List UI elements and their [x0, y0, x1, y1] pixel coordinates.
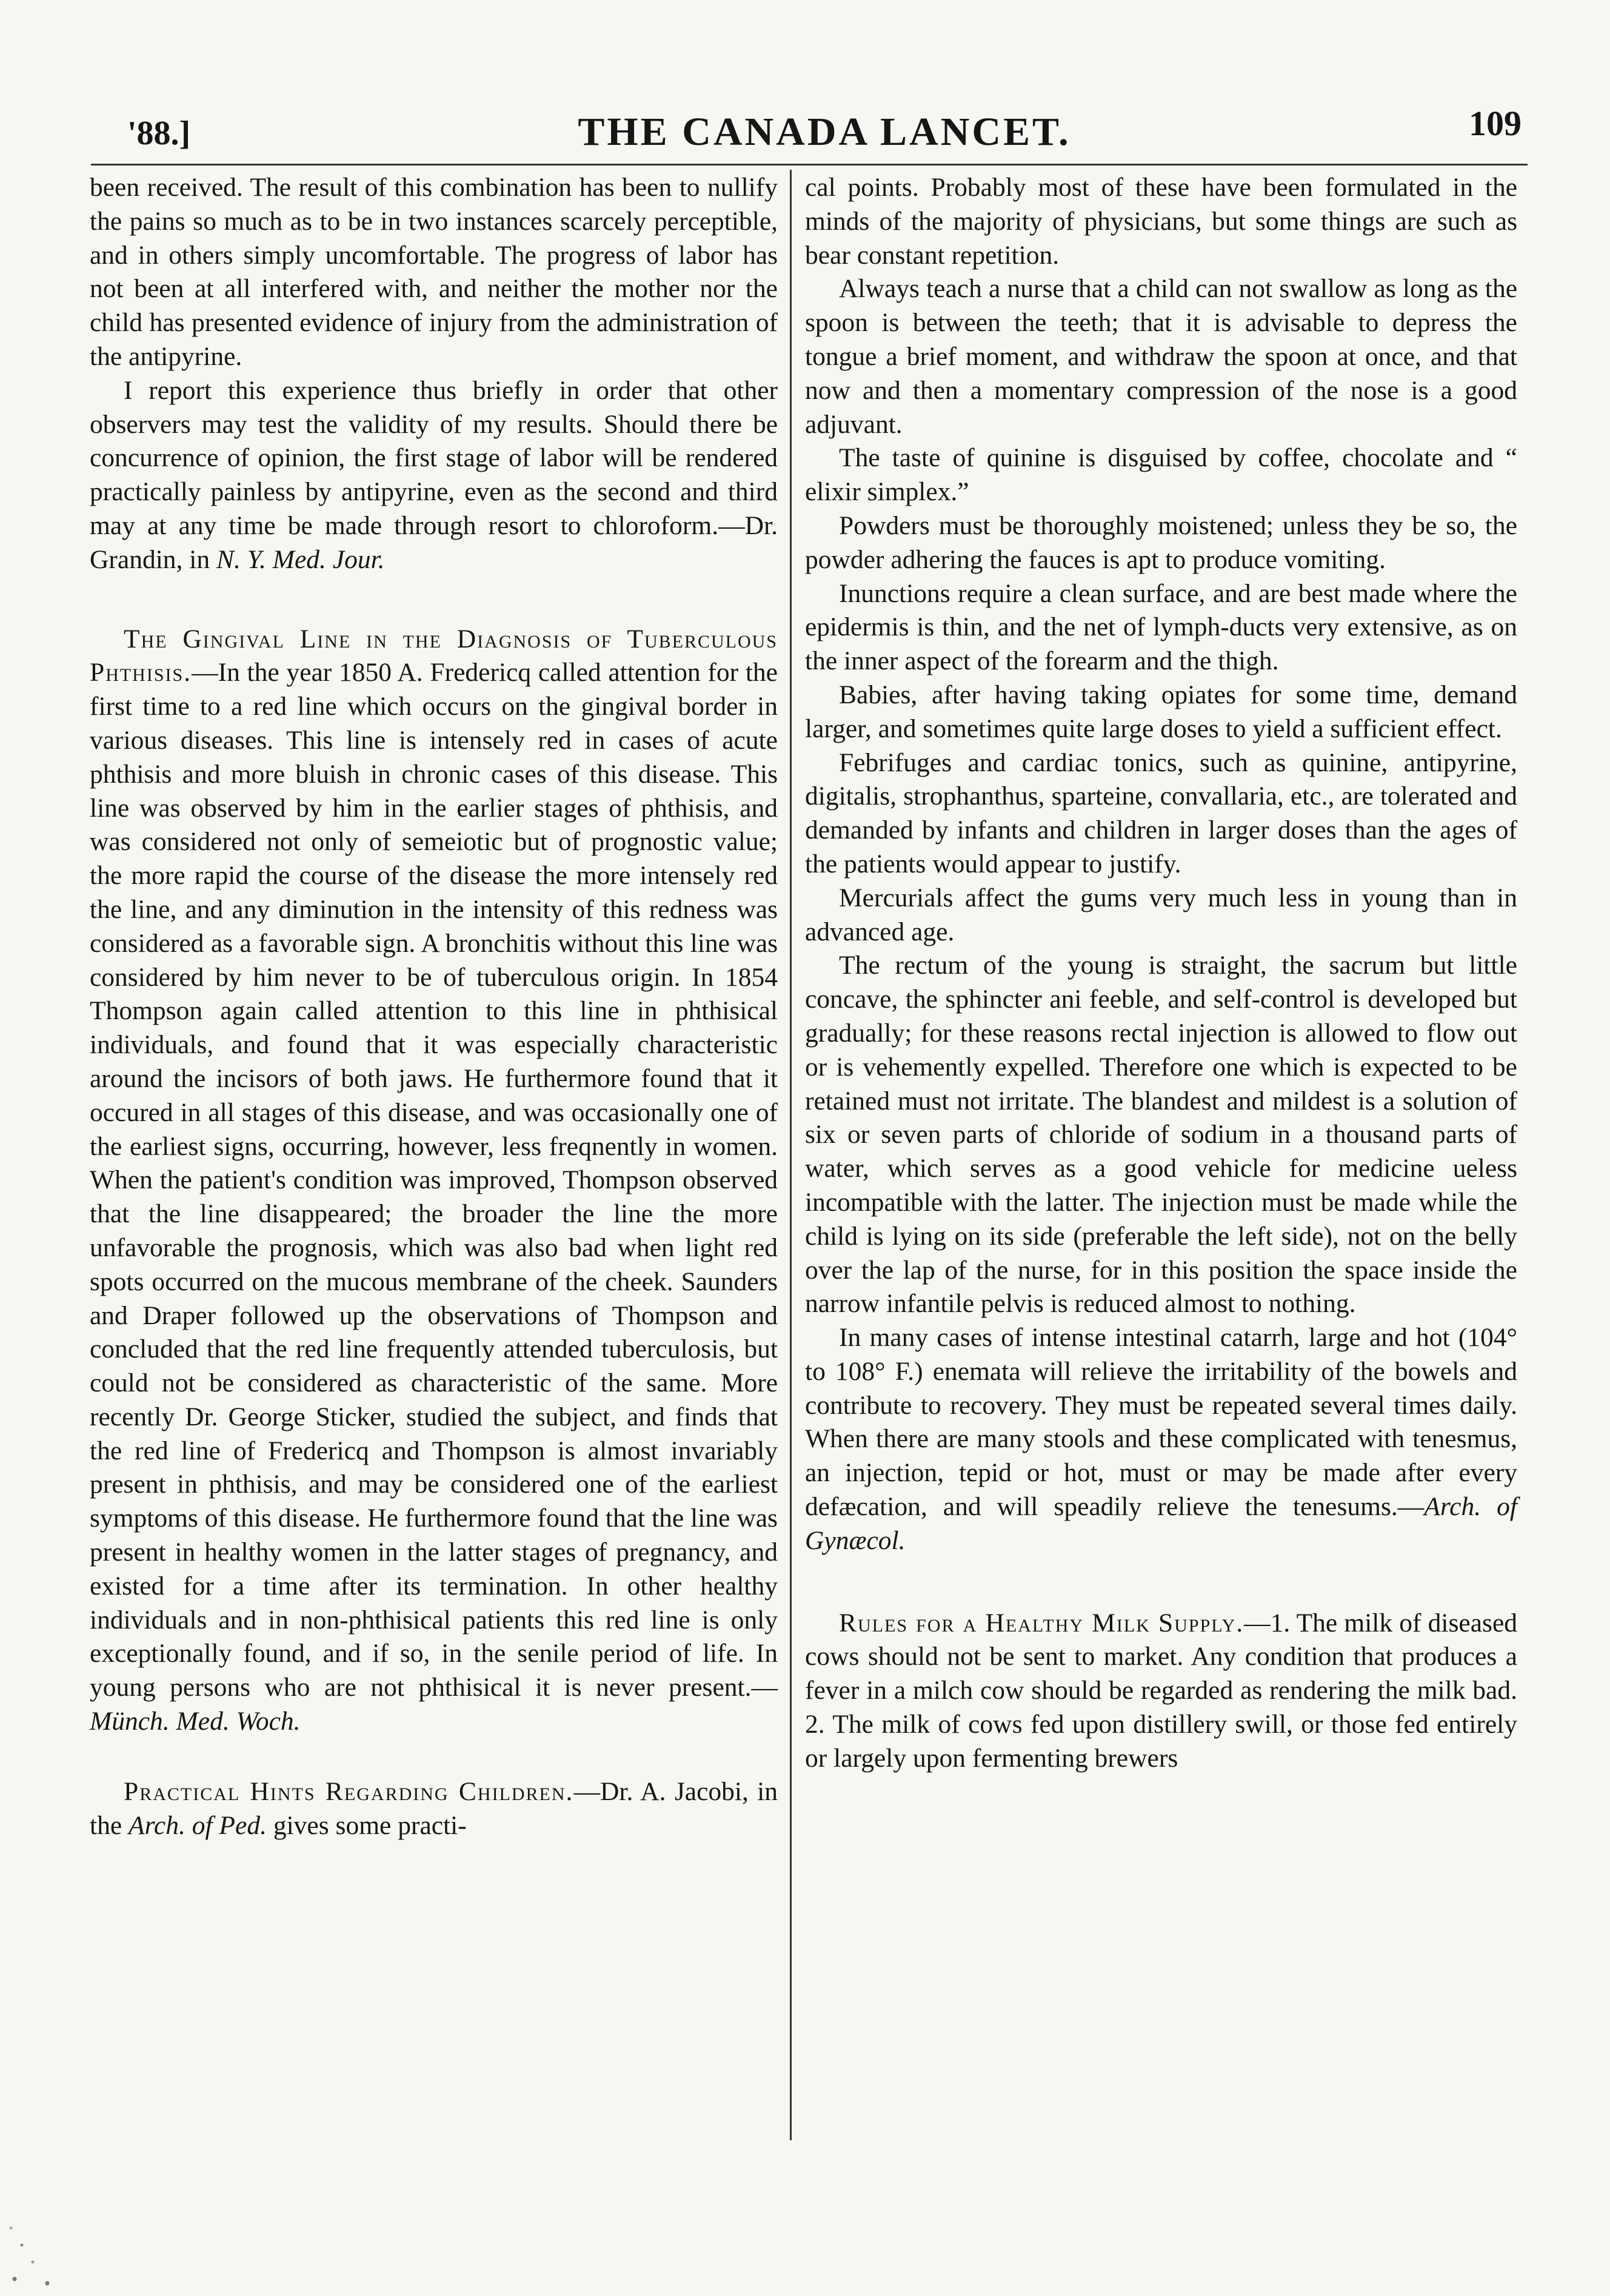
paragraph: Inunctions require a clean surface, and are best made where the epidermis is thin, and the net of lymph-ducts very extensive, as on the inner aspect of the forearm and the thigh. — [805, 578, 1517, 676]
paragraph: been received. The result of this combination has been to nullify the pains so much as to be in two instances scarcely perceptible, and in others simply uncomfortable. The progress of labor has not been at all interfered with, and neither the mother nor the child has presented evidence of injury from the administration of the antipyrine. — [90, 173, 778, 371]
article-milk-supply: Rules for a Healthy Milk Supply.—1. The milk of diseased cows should not be sent to market. Any condition that produces a fever in a milch cow should be regarded as rendering the milk bad. 2. The milk of cows fed upon distillery swill, or those fed entirely or largely upon fermenting brewers — [805, 1608, 1518, 1773]
article-heading: The Gingival Line in the Diagnosis of Tuberculous Phthisis. — [90, 624, 778, 688]
running-header — [127, 103, 1521, 158]
article-gingival-line: The Gingival Line in the Diagnosis of Tuberculous Phthisis.—In the year 1850 A. Fredericq called attention for the first time to a red line which occurs on the gingival border in various diseases. This line is intensely red in cases of acute phthisis and more bluish in chronic cases of this disease. This line was observed by him in the earlier stages of phthisis, and was considered not only of semeiotic but of prognostic value; the more rapid the course of the disease the more intensely red the line, and any diminution in the intensity of this redness was considered as a favorable sign. A bronchitis without this line was considered by him never to be of tuberculous origin. In 1854 Thompson again called attention to this line in phthisical individuals, and found that it was especially characteristic around the incisors of both jaws. He furthermore found that it occured in all stages of this disease, and was occasionally one of the earliest signs, occurring, however, less freqnently in women. When the patient's condition was improved, Thompson observed that the line disappeared; the broader the line the more unfavorable the prognosis, which was also bad when light red spots occurred on the mucous membrane of the cheek. Saunders and Draper followed up the observations of Thompson and concluded that the red line frequently attended tuberculosis, but could not be considered as characteristic of the same. More recently Dr. George Sticker, studied the subject, and finds that the red line of Fredericq and Thompson is almost invariably present in phthisis, and may be considered one of the earliest symptoms of this disease. He furthermore found that the line was present in healthy women in the latter stages of pregnancy, and existed for a time after its termination. In other healthy individuals and in non-phthisical patients this red line is only exceptionally found, and if so, in the senile period of life. In young persons who are not phthisical it is never present.—Münch. Med. Woch. — [90, 624, 778, 1736]
source-citation: Münch. Med. Woch. — [90, 1707, 301, 1736]
article-heading: Practical Hints Regarding Children. — [124, 1776, 574, 1806]
paragraph: cal points. Probably most of these have been formulated in the minds of the majority of physicians, but some things are such as bear constant repetition. — [805, 173, 1517, 270]
paragraph: I report this experience thus briefly in order that other observers may test the validity of my results. Should there be concurrence of opinion, the first stage of labor will be rendered practically painless by antipyrine, even as the second and third may at any time be made through resort to chloroform.—Dr. Grandin, in N. Y. Med. Jour. — [90, 375, 778, 574]
paper-speckle — [0, 2211, 73, 2296]
paragraph: Babies, after having taking opiates for some time, demand larger, and sometimes quite large doses to yield a sufficient effect. — [805, 680, 1517, 743]
left-column — [90, 171, 778, 1842]
paragraph: The taste of quinine is disguised by coffee, chocolate and “ elixir simplex.” — [805, 443, 1517, 507]
column-divider — [790, 170, 792, 2140]
page-number: 109 — [1469, 104, 1521, 143]
journal-title: THE CANADA LANCET. — [578, 110, 1071, 154]
header-year: '88.] — [127, 115, 191, 152]
paragraph: Powders must be thoroughly moistened; unless they be so, the powder adhering the fauces is apt to produce vomiting. — [805, 510, 1517, 574]
source-citation: N. Y. Med. Jour. — [216, 544, 385, 574]
paragraph: Always teach a nurse that a child can not swallow as long as the spoon is between the teeth; that it is advisable to depress the tongue a brief moment, and withdraw the spoon at once, and that now and then a momentary compression of the nose is a good adjuvant. — [805, 274, 1517, 439]
source-citation: Arch. of Ped. — [129, 1810, 267, 1840]
paragraph: The rectum of the young is straight, the sacrum but little concave, the sphincter ani feeble, and self-control is developed but gradually; for these reasons rectal injection is allowed to flow out or is vehemently expelled. Therefore one which is expected to be retained must not irritate. The blandest and mildest is a solution of six or seven parts of chloride of sodium in a thousand parts of water, which serves as a good vehicle for medicine ueless incompatible with the latter. The injection must be made while the child is lying on its side (preferable the left side), not on the belly over the lap of the nurse, for in this position the space inside the narrow infantile pelvis is reduced almost to nothing. — [805, 951, 1517, 1319]
article-heading: Rules for a Healthy Milk Supply. — [839, 1608, 1244, 1638]
right-column — [805, 171, 1517, 1776]
paragraph: In many cases of intense intestinal catarrh, large and hot (104° to 108° F.) enemata will relieve the irritability of the bowels and contribute to recovery. They must be repeated several times daily. When there are many stools and these complicated with tenesmus, an injection, tepid or hot, must or may be made after every defæcation, and will speadily relieve the tenesums.—Arch. of Gynæcol. — [805, 1323, 1517, 1555]
article-practical-hints: Practical Hints Regarding Children.—Dr. A. Jacobi, in the Arch. of Ped. gives some practi- — [90, 1776, 778, 1840]
header-rule — [91, 164, 1528, 166]
paragraph: Febrifuges and cardiac tonics, such as quinine, antipyrine, digitalis, strophanthus, sparteine, convallaria, etc., are tolerated and demanded by infants and children in larger doses than the ages of the patients would appear to justify. — [805, 748, 1517, 879]
source-citation: Arch. of Gynæcol. — [805, 1492, 1517, 1555]
paragraph: Mercurials affect the gums very much less in young than in advanced age. — [805, 883, 1517, 946]
